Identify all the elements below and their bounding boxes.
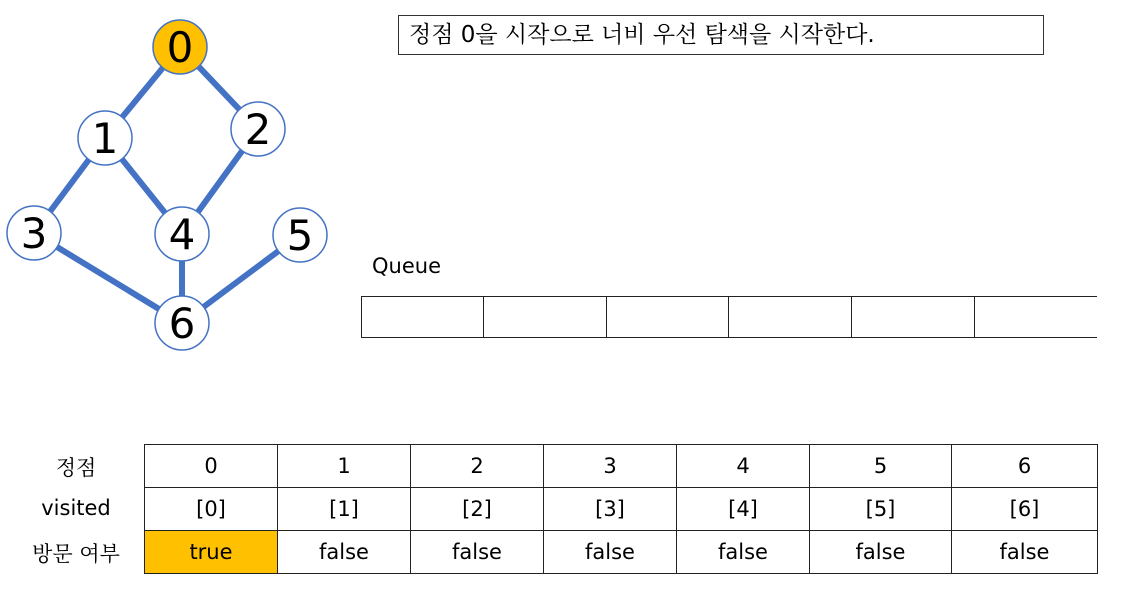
- graph-node-3: [7, 206, 61, 260]
- queue-cell: [728, 297, 852, 337]
- node-label: 4: [168, 210, 196, 259]
- node-label: 3: [20, 209, 48, 258]
- visited-index-cell-3: [3]: [544, 488, 677, 531]
- row-label-vertex: 정점: [55, 456, 97, 480]
- visited-table: [144, 444, 1098, 574]
- vertex-cell-5: 5: [810, 445, 952, 488]
- vertex-cell-1: 1: [278, 445, 411, 488]
- row-label-status: 방문 여부: [32, 542, 120, 566]
- graph-node-4: [155, 207, 209, 261]
- visited-index-cell-2: [2]: [411, 488, 544, 531]
- row-label-visited: visited: [41, 496, 111, 520]
- graph-node-1: [78, 111, 132, 165]
- graph-node-5: [273, 208, 327, 262]
- queue-cell: [851, 297, 975, 337]
- queue-label: Queue: [372, 254, 441, 278]
- visit-status-cell-4: false: [677, 531, 810, 574]
- vertex-cell-3: 3: [544, 445, 677, 488]
- visit-status-cell-3: false: [544, 531, 677, 574]
- queue: [361, 296, 1097, 338]
- node-label: 6: [168, 299, 196, 348]
- visit-status-cell-2: false: [411, 531, 544, 574]
- queue-cell: [361, 297, 484, 337]
- visited-index-cell-6: [6]: [952, 488, 1098, 531]
- vertex-row: [145, 445, 1098, 488]
- node-label: 2: [244, 105, 272, 154]
- visit-status-cell-5: false: [810, 531, 952, 574]
- visit-status-cell-6: false: [952, 531, 1098, 574]
- graph-node-2: [231, 102, 285, 156]
- visited-index-cell-1: [1]: [278, 488, 411, 531]
- visited-index-cell-0: [0]: [145, 488, 278, 531]
- queue-cell: [483, 297, 607, 337]
- graph-node-6: [155, 296, 209, 350]
- vertex-cell-2: 2: [411, 445, 544, 488]
- graph-node-0: [153, 20, 207, 74]
- queue-cell: [606, 297, 729, 337]
- queue-cell: [974, 297, 1098, 337]
- vertex-cell-4: 4: [677, 445, 810, 488]
- vertex-cell-0: 0: [145, 445, 278, 488]
- visited-index-row: [145, 488, 1098, 531]
- node-label: 0: [166, 23, 194, 72]
- visit-status-row: [145, 531, 1098, 574]
- graph-nodes: [7, 20, 327, 350]
- graph-edges: [34, 47, 300, 323]
- step-caption: 정점 0을 시작으로 너비 우선 탐색을 시작한다.: [398, 15, 1044, 55]
- vertex-cell-6: 6: [952, 445, 1098, 488]
- visited-index-cell-4: [4]: [677, 488, 810, 531]
- graph-diagram: [0, 0, 340, 360]
- visited-index-cell-5: [5]: [810, 488, 952, 531]
- visit-status-cell-0: true: [145, 531, 278, 574]
- node-label: 1: [91, 114, 119, 163]
- visit-status-cell-1: false: [278, 531, 411, 574]
- node-label: 5: [286, 211, 314, 260]
